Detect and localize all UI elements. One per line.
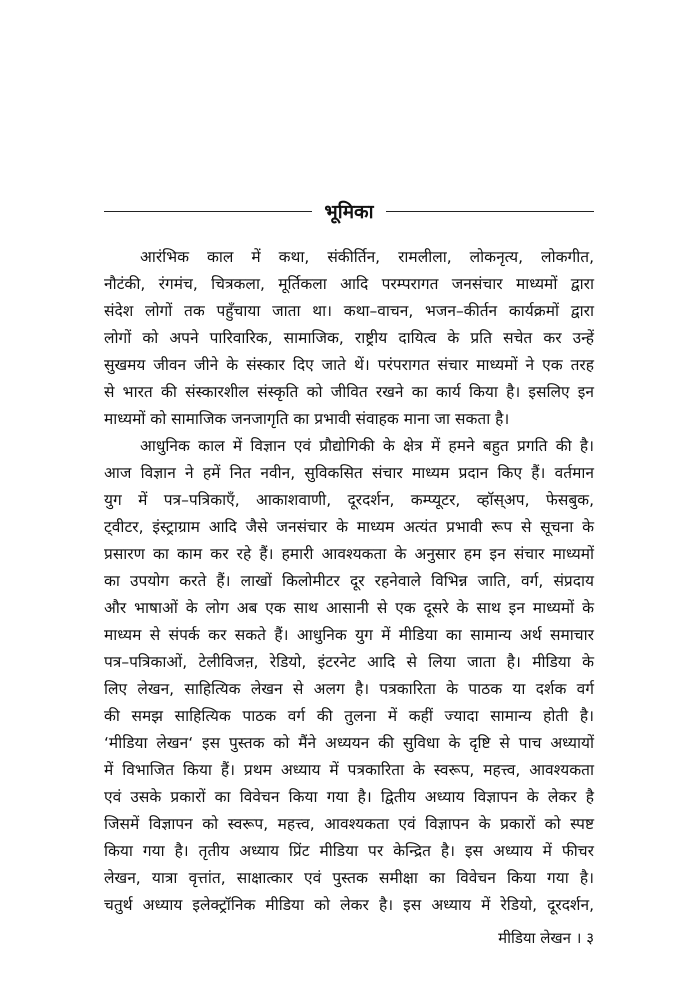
text-line: आज विज्ञान ने हमें नित नवीन, सुविकसित संचार माध्यम प्रदान किए हैं। वर्तमान: [104, 464, 594, 482]
heading-title: भूमिका: [324, 201, 374, 223]
text-line: लिए लेखन, साहित्यिक लेखन से अलग है। पत्रकारिता के पाठक या दर्शक वर्ग: [104, 680, 594, 698]
text-line: युग में पत्र–पत्रिकाएँ, आकाशवाणी, दूरदर्शन, कम्प्यूटर, व्हॉस्अप, फेसबुक,: [104, 491, 594, 509]
text-line: की समझ साहित्यिक पाठक वर्ग की तुलना में कहीं ज्यादा सामान्य होती है।: [104, 707, 594, 725]
text-line: आधुनिक काल में विज्ञान एवं प्रौद्योगिकी के क्षेत्र में हमने बहुत प्रगति की है।: [140, 437, 594, 455]
text-line: प्रसारण का काम कर रहे हैं। हमारी आवश्यकता के अनुसार हम इन संचार माध्यमों: [104, 545, 594, 563]
text-line: किया गया है। तृतीय अध्याय प्रिंट मीडिया पर केन्द्रित है। इस अध्याय में फीचर: [104, 842, 594, 860]
text-line: और भाषाओं के लोग अब एक साथ आसानी से एक दूसरे के साथ इन माध्यमों के: [104, 599, 594, 617]
text-line: पत्र–पत्रिकाओं, टेलीविजऩ, रेडियो, इंटरनेट आदि से लिया जाता है। मीडिया के: [104, 653, 594, 671]
text-line: माध्यम से संपर्क कर सकते हैं। आधुनिक युग में मीडिया का सामान्य अर्थ समाचार: [104, 626, 594, 644]
text-line: चतुर्थ अध्याय इलेक्ट्रॉनिक मीडिया को लेकर है। इस अध्याय में रेडियो, दूरदर्शन,: [104, 896, 594, 914]
text-line: संदेश लोगों तक पहुँचाया जाता था। कथा–वाचन, भजन–कीर्तन कार्यक्रमों द्वारा: [104, 302, 594, 320]
heading-rule-left: [104, 211, 312, 212]
page-footer: मीडिया लेखन । ३: [498, 929, 594, 947]
text-line: नौटंकी, रंगमंच, चित्रकला, मूर्तिकला आदि परम्परागत जनसंचार माध्यमों द्वारा: [104, 275, 594, 293]
heading-rule-right: [386, 211, 594, 212]
text-line: सुखमय जीवन जीने के संस्कार दिए जाते थें। परंपरागत संचार माध्यमों ने एक तरह: [104, 356, 594, 374]
text-line: लेखन, यात्रा वृत्तांत, साक्षात्कार एवं पुस्तक समीक्षा का विवेचन किया गया है।: [104, 869, 594, 887]
text-line: आरंभिक काल में कथा, संकीर्तिन, रामलीला, लोकनृत्य, लोकगीत,: [140, 248, 594, 266]
text-line: माध्यमों को सामाजिक जनजागृति का प्रभावी संवाहक माना जा सकता है।: [104, 410, 510, 428]
text-line: का उपयोग करते हैं। लाखों किलोमीटर दूर रहनेवाले विभिन्न जाति, वर्ग, संप्रदाय: [104, 572, 594, 590]
text-line: लोगों को अपने पारिवारिक, सामाजिक, राष्ट्रीय दायित्व के प्रति सचेत कर उन्हें: [104, 329, 594, 347]
chapter-heading: [104, 198, 594, 224]
text-line: एवं उसके प्रकारों का विवेचन किया गया है। द्वितीय अध्याय विज्ञापन के लेकर है: [104, 788, 594, 806]
text-line: में विभाजित किया हैं। प्रथम अध्याय में पत्रकारिता के स्वरूप, महत्त्व, आवश्यकता: [104, 761, 594, 779]
text-line: जिसमें विज्ञापन को स्वरूप, महत्त्व, आवश्यकता एवं विज्ञापन के प्रकारों को स्पष्ट: [104, 815, 594, 833]
body-text: [104, 244, 594, 919]
text-line: ‘मीडिया लेखन‘ इस पुस्तक को मैंने अध्ययन की सुविधा के दृष्टि से पाच अध्यायों: [104, 734, 594, 752]
text-line: से भारत की संस्कारशील संस्कृति को जीवित रखने का कार्य किया है। इसलिए इन: [104, 383, 594, 401]
text-line: ट्वीटर, इंस्ट्राग्राम आदि जैसे जनसंचार के माध्यम अत्यंत प्रभावी रूप से सूचना के: [104, 518, 594, 536]
